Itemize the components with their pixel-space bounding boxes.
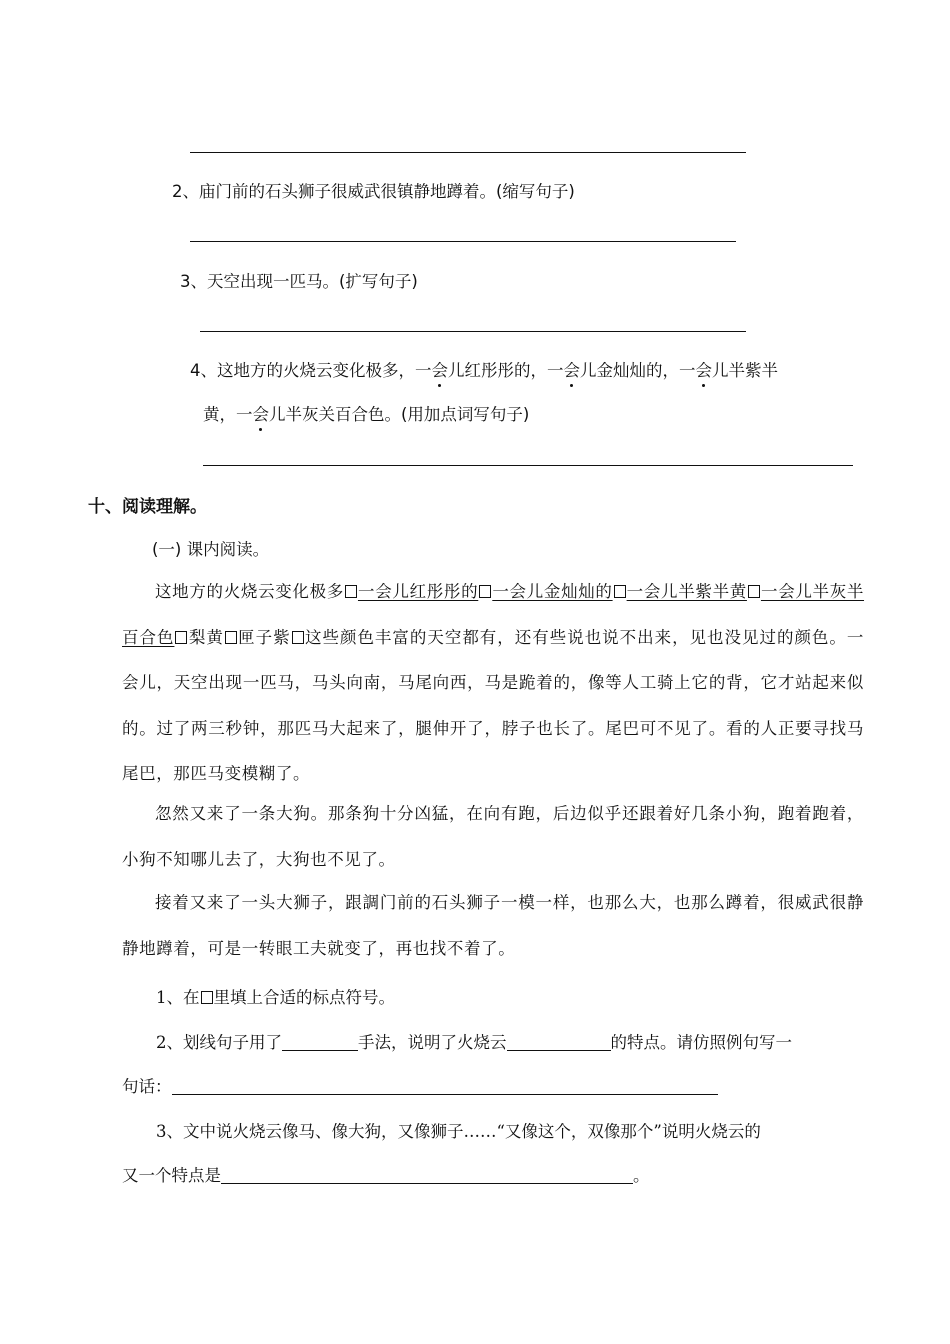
sub-section-title: (一) 课内阅读。 [152, 540, 270, 559]
dotted-word: 一会儿 [236, 401, 286, 425]
dotted-word: 一会儿 [547, 357, 597, 381]
q2-text-b: 手法，说明了火烧云 [358, 1033, 507, 1052]
punctuation-box-icon [201, 991, 213, 1004]
rewrite-question-2: 2、庙门前的石头狮子很威武很镇静地蹲着。(缩写句子) [172, 182, 575, 201]
passage-text: 这些颜色丰富的天空都有，还有些说也说不出来，见也没见过的颜色。一会儿，天空出现一匹马，马头向南，马尾向西，马是跪着的，像等人工骑上它的背，它才站起来似的。过了两三秒钟，那匹马大起来了，腿伸开了，脖子也长了。尾巴可不见了。看的人正要寻找马尾巴，那匹马变模糊了。 [122, 627, 864, 783]
punctuation-box[interactable] [175, 631, 187, 644]
answer-line-3[interactable] [200, 331, 746, 332]
rewrite-question-3: 3、天空出现一匹马。(扩写句子) [180, 272, 418, 291]
underlined-phrase: 一会儿半紫半黄 [626, 582, 747, 601]
technique-blank[interactable] [282, 1034, 358, 1051]
rewrite-question-4-line1 [190, 357, 778, 381]
q4-line2-prefix: 黄， [203, 405, 236, 424]
dotted-word: 一会儿 [415, 357, 465, 381]
punctuation-box[interactable] [614, 585, 626, 598]
q3-text-b: 又一个特点是 [122, 1166, 221, 1185]
answer-line-2[interactable] [190, 241, 736, 242]
reading-question-2 [156, 1029, 792, 1053]
passage-paragraph-3: 接着又来了一头大狮子，跟調门前的石头狮子一模一样，也那么大，也那么蹲着，很威武很静静地蹲着，可是一转眼工夫就变了，再也找不着了。 [122, 893, 864, 958]
q4-part3: 半紫半 [728, 361, 778, 380]
q2-text-c: 的特点。请仿照例句写一 [610, 1033, 792, 1052]
passage-text: 这地方的火烧云变化极多 [155, 582, 344, 601]
passage-paragraph-1 [122, 569, 864, 797]
q4-line2-suffix: 半灰关百合色。(用加点词写句子) [285, 405, 530, 424]
passage-paragraph-2: 忽然又来了一条大狗。那条狗十分凶猛，在向有跑，后边似乎还跟着好几条小狗，跑着跑着，小狗不知哪儿去了，大狗也不见了。 [122, 804, 864, 869]
punctuation-box[interactable] [225, 631, 237, 644]
reading-question-1 [156, 984, 395, 1008]
q4-prefix: 4、这地方的火烧云变化极多， [190, 361, 415, 380]
q2-text-d: 句话： [122, 1077, 172, 1096]
punctuation-box[interactable] [748, 585, 760, 598]
feature-blank[interactable] [507, 1034, 611, 1051]
underlined-phrase: 一会儿半灰半百合色 [122, 582, 865, 647]
rewrite-question-4-line2 [203, 401, 529, 425]
q1-text-b: 里填上合适的标点符号。 [213, 988, 395, 1007]
punctuation-box[interactable] [292, 631, 304, 644]
q3-text-c: 。 [633, 1166, 650, 1185]
punctuation-box[interactable] [479, 585, 491, 598]
section-title: 十、阅读理解。 [88, 497, 207, 517]
punctuation-box[interactable] [345, 585, 357, 598]
passage-text: 梨黄 [188, 627, 224, 647]
reading-question-3: 3、文中说火烧云像马、像大狗，又像狮子……“又像这个，双像那个”说明火烧云的 [156, 1122, 761, 1141]
passage-text: 匣子紫 [237, 627, 291, 647]
underlined-phrase: 一会儿金灿灿的 [492, 582, 613, 601]
sentence-blank[interactable] [172, 1078, 718, 1095]
underlined-phrase: 一会儿红彤彤的 [357, 582, 479, 601]
feature-answer-blank[interactable] [221, 1167, 633, 1184]
answer-line-1[interactable] [190, 152, 746, 153]
q2-text-a: 2、划线句子用了 [156, 1033, 282, 1052]
q4-part2: 金灿灿的， [596, 361, 679, 380]
q4-part1: 红彤彤的， [464, 361, 547, 380]
reading-question-2-line2 [122, 1073, 718, 1097]
answer-line-4[interactable] [203, 465, 853, 466]
reading-question-3-line2 [122, 1162, 650, 1186]
q1-text-a: 1、在 [156, 988, 200, 1007]
dotted-word: 一会儿 [679, 357, 729, 381]
